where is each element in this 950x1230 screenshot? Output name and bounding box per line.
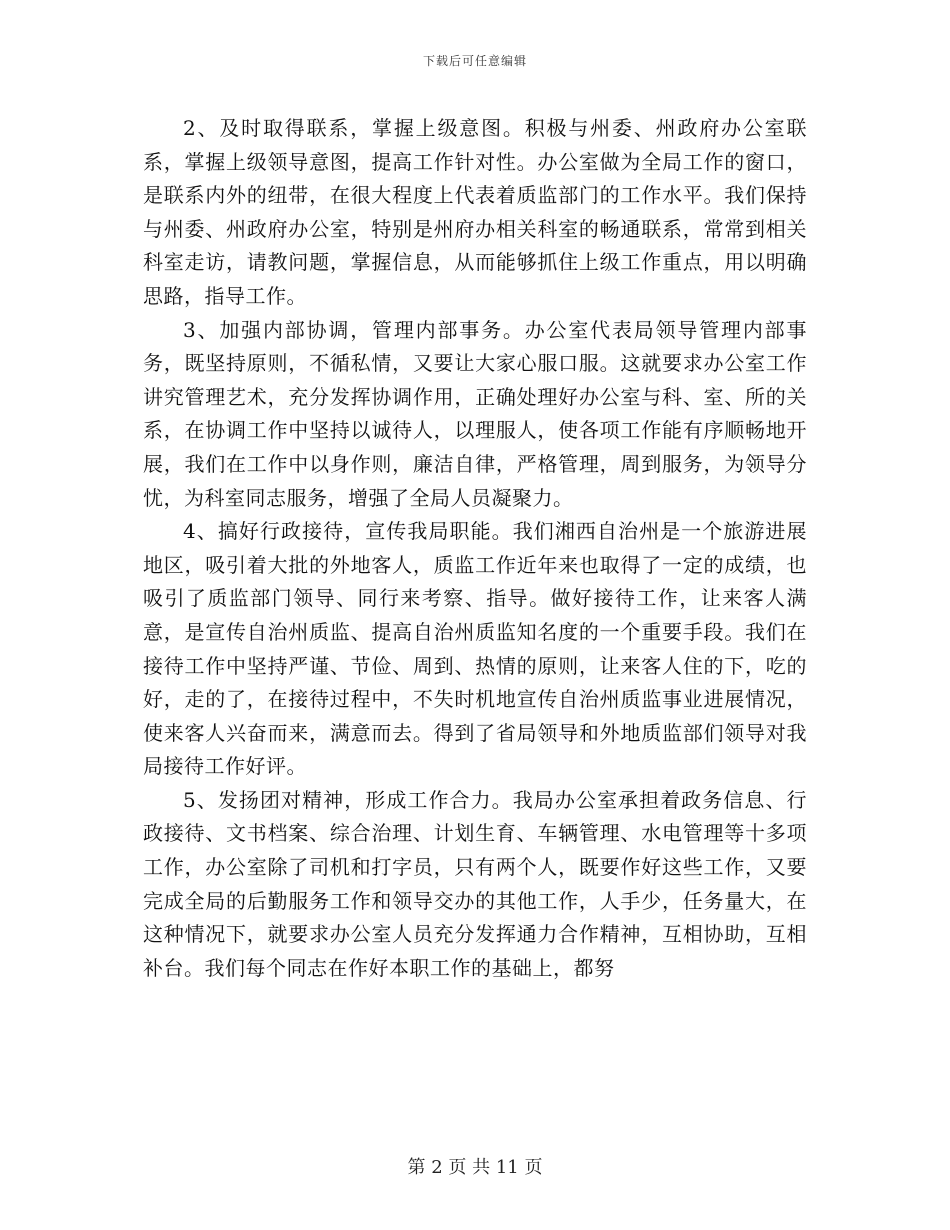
document-body	[143, 112, 807, 985]
page-number-footer: 第 2 页 共 11 页	[407, 1157, 543, 1178]
paragraph: 5、发扬团对精神，形成工作合力。我局办公室承担着政务信息、行政接待、文书档案、综合治理、计划生育、车辆管理、水电管理等十多项工作，办公室除了司机和打字员，只有两个人，既要作好这些工作，又要完成全局的后勤服务工作和领导交办的其他工作，人手少，任务量大，在这种情况下，就要求办公室人员充分发挥通力合作精神，互相协助，互相补台。我们每个同志在作好本职工作的基础上，都努	[143, 787, 807, 980]
page-header: 下载后可任意编辑	[422, 54, 527, 68]
paragraph: 4、搞好行政接待，宣传我局职能。我们湘西自治州是一个旅游进展地区，吸引着大批的外地客人，质监工作近年来也取得了一定的成绩，也吸引了质监部门领导、同行来考察、指导。做好接待工作，让来客人满意，是宣传自治州质监、提高自治州质监知名度的一个重要手段。我们在接待工作中坚持严谨、节俭、周到、热情的原则，让来客人住的下，吃的好，走的了，在接待过程中，不失时机地宣传自治州质监事业进展情况，使来客人兴奋而来，满意而去。得到了省局领导和外地质监部们领导对我局接待工作好评。	[143, 519, 807, 779]
paragraph: 3、加强内部协调，管理内部事务。办公室代表局领导管理内部事务，既坚持原则，不循私情，又要让大家心服口服。这就要求办公室工作讲究管理艺术，充分发挥协调作用，正确处理好办公室与科、室、所的关系，在协调工作中坚持以诚待人，以理服人，使各项工作能有序顺畅地开展，我们在工作中以身作则，廉洁自律，严格管理，周到服务，为领导分忧，为科室同志服务，增强了全局人员凝聚力。	[143, 317, 807, 510]
paragraph: 2、及时取得联系，掌握上级意图。积极与州委、州政府办公室联系，掌握上级领导意图，提高工作针对性。办公室做为全局工作的窗口，是联系内外的纽带，在很大程度上代表着质监部门的工作水平。我们保持与州委、州政府办公室，特别是州府办相关科室的畅通联系，常常到相关科室走访，请教问题，掌握信息，从而能够抓住上级工作重点，用以明确思路，指导工作。	[143, 116, 807, 308]
